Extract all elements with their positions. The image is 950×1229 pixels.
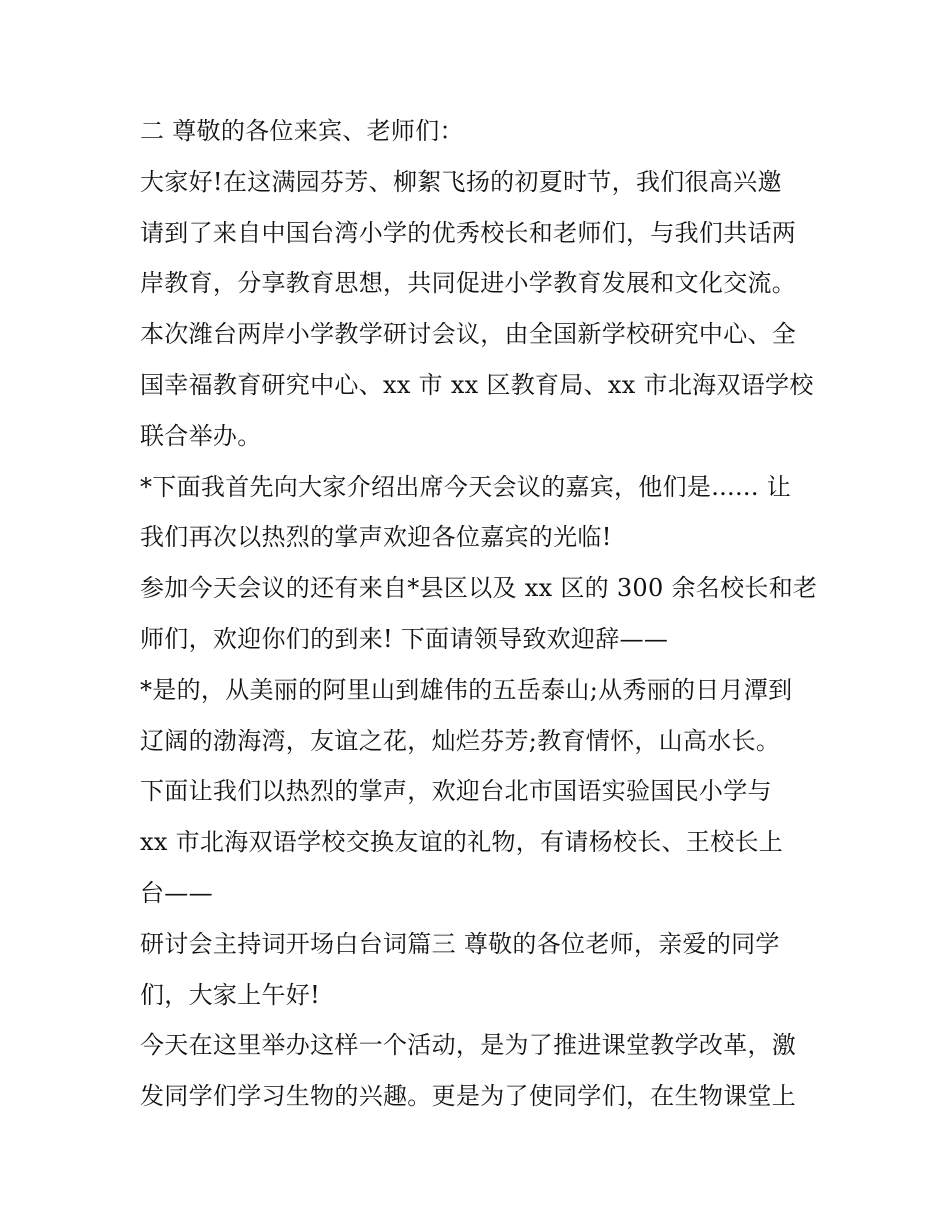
text-line: xx 市北海双语学校交换友谊的礼物，有请杨校长、王校长上	[140, 828, 784, 857]
text-line: 参加今天会议的还有来自*县区以及 xx 区的 300 余名校长和老	[140, 574, 818, 603]
text-line: 台——	[140, 878, 213, 907]
text-line: 二 尊敬的各位来宾、老师们：	[140, 117, 464, 145]
text-line: 国幸福教育研究中心、xx 市 xx 区教育局、xx 市北海双语学校	[140, 370, 814, 399]
text-line: 研讨会主持词开场白台词篇三 尊敬的各位老师，亲爱的同学	[140, 929, 780, 958]
text-line: 师们，欢迎你们的到来! 下面请领导致欢迎辞——	[140, 624, 669, 653]
text-line: 请到了来自中国台湾小学的优秀校长和老师们，与我们共话两	[140, 218, 797, 247]
text-line: 下面让我们以热烈的掌声，欢迎台北市国语实验国民小学与	[140, 777, 772, 806]
text-line: 发同学们学习生物的兴趣。更是为了使同学们，在生物课堂上	[140, 1082, 797, 1111]
text-line: 大家好!在这满园芬芳、柳絮飞扬的初夏时节，我们很高兴邀	[140, 167, 782, 196]
document-body	[140, 106, 820, 1122]
text-line: 岸教育，分享教育思想，共同促进小学教育发展和文化交流。	[140, 269, 797, 298]
text-line: *是的，从美丽的阿里山到雄伟的五岳泰山;从秀丽的日月潭到	[140, 675, 793, 704]
text-line: *下面我首先向大家介绍出席今天会议的嘉宾，他们是...... 让	[140, 472, 792, 501]
text-line: 们，大家上午好!	[140, 980, 321, 1009]
text-line: 我们再次以热烈的掌声欢迎各位嘉宾的光临!	[140, 523, 612, 552]
text-line: 本次潍台两岸小学教学研讨会议，由全国新学校研究中心、全	[140, 320, 797, 349]
text-line: 辽阔的渤海湾，友谊之花，灿烂芬芳;教育情怀，山高水长。	[140, 726, 781, 755]
text-line: 联合举办。	[140, 421, 262, 450]
text-line: 今天在这里举办这样一个活动，是为了推进课堂教学改革，激	[140, 1031, 797, 1060]
